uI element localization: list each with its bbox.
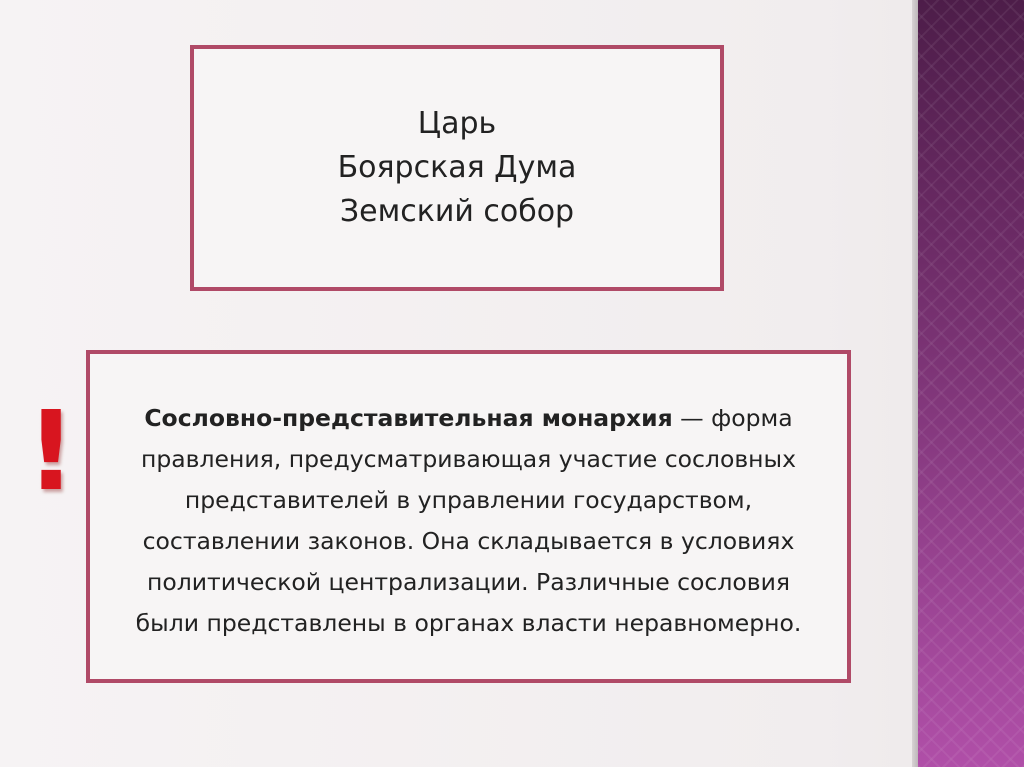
definition-text bbox=[120, 398, 817, 644]
authority-tsar: Царь bbox=[417, 106, 497, 141]
definition-dash: — bbox=[672, 403, 712, 432]
definition-term: Сословно-представительная монархия bbox=[144, 403, 673, 432]
authority-boyar-duma: Боярская Дума bbox=[337, 150, 577, 185]
definition-box bbox=[86, 350, 851, 683]
exclamation-icon: ! bbox=[26, 387, 77, 515]
authorities-box bbox=[190, 45, 724, 291]
authority-zemsky-sobor: Земский собор bbox=[339, 194, 575, 229]
definition-body: форма правления, предусматривающая участие сословных представителей в управлении государством, составлении законов. Она складывается в условиях политической централизации. Различные сословия были представлены в органах власти неравномерно. bbox=[135, 403, 802, 637]
side-strip-pattern bbox=[918, 0, 1024, 767]
